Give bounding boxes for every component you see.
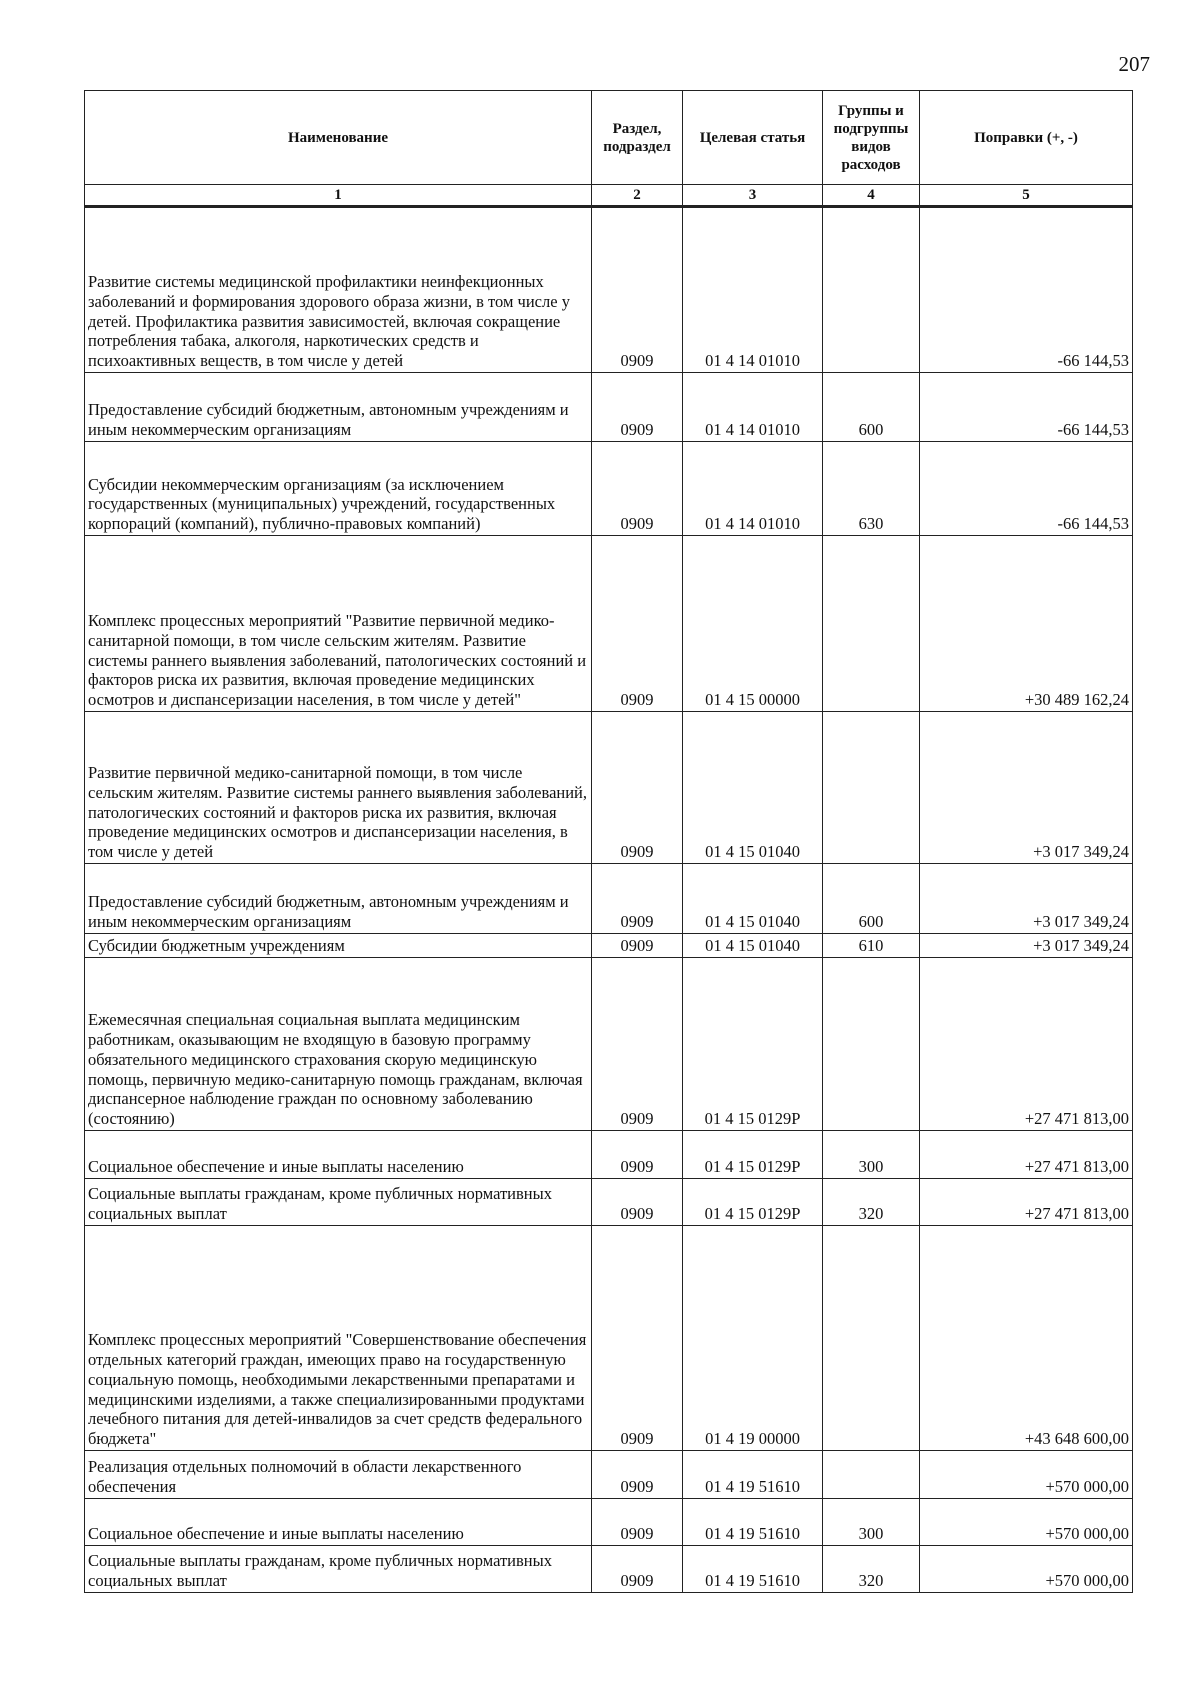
table-row bbox=[85, 1131, 1133, 1179]
row-amount: +570 000,00 bbox=[920, 1546, 1133, 1593]
row-section: 0909 bbox=[592, 712, 683, 864]
column-number: 2 bbox=[592, 185, 683, 207]
row-name: Социальные выплаты гражданам, кроме публичных нормативных социальных выплат bbox=[85, 1179, 592, 1226]
page-number: 207 bbox=[1118, 52, 1150, 76]
column-number: 3 bbox=[683, 185, 823, 207]
table-row bbox=[85, 1499, 1133, 1546]
row-group: 610 bbox=[823, 934, 920, 958]
header-groups: Группы и подгруппы видов расходов bbox=[823, 91, 920, 185]
row-target: 01 4 15 01040 bbox=[683, 934, 823, 958]
row-target: 01 4 15 01040 bbox=[683, 864, 823, 934]
row-name: Социальное обеспечение и иные выплаты населению bbox=[85, 1131, 592, 1179]
row-target: 01 4 19 51610 bbox=[683, 1499, 823, 1546]
header-name: Наименование bbox=[85, 91, 592, 185]
row-amount: +27 471 813,00 bbox=[920, 1131, 1133, 1179]
row-section: 0909 bbox=[592, 442, 683, 536]
row-section: 0909 bbox=[592, 1226, 683, 1451]
header-section: Раздел, подраздел bbox=[592, 91, 683, 185]
row-amount: +27 471 813,00 bbox=[920, 958, 1133, 1131]
row-amount: +3 017 349,24 bbox=[920, 712, 1133, 864]
row-amount: -66 144,53 bbox=[920, 207, 1133, 373]
table-row bbox=[85, 207, 1133, 373]
table-row bbox=[85, 1546, 1133, 1593]
row-name: Комплекс процессных мероприятий "Развитие первичной медико-санитарной помощи, в том числе сельским жителям. Развитие системы раннего выявления заболеваний, патологических состояний и факторов риска их развития, включая проведение медицинских осмотров и диспансеризации населения, в том числе у детей" bbox=[85, 536, 592, 712]
row-target: 01 4 15 01040 bbox=[683, 712, 823, 864]
row-group bbox=[823, 1451, 920, 1499]
row-section: 0909 bbox=[592, 1179, 683, 1226]
row-group bbox=[823, 536, 920, 712]
row-name: Субсидии некоммерческим организациям (за исключением государственных (муниципальных) учреждений, государственных корпораций (компаний), публично-правовых компаний) bbox=[85, 442, 592, 536]
row-section: 0909 bbox=[592, 934, 683, 958]
row-group bbox=[823, 958, 920, 1131]
row-target: 01 4 19 00000 bbox=[683, 1226, 823, 1451]
row-group bbox=[823, 712, 920, 864]
row-name: Предоставление субсидий бюджетным, автономным учреждениям и иным некоммерческим организациям bbox=[85, 864, 592, 934]
row-amount: -66 144,53 bbox=[920, 373, 1133, 442]
table-row bbox=[85, 712, 1133, 864]
row-group bbox=[823, 207, 920, 373]
row-section: 0909 bbox=[592, 958, 683, 1131]
table-row bbox=[85, 442, 1133, 536]
row-target: 01 4 19 51610 bbox=[683, 1451, 823, 1499]
table-row bbox=[85, 1451, 1133, 1499]
row-name: Субсидии бюджетным учреждениям bbox=[85, 934, 592, 958]
row-name: Социальное обеспечение и иные выплаты населению bbox=[85, 1499, 592, 1546]
row-name: Ежемесячная специальная социальная выплата медицинским работникам, оказывающим не входящую в базовую программу обязательного медицинского страхования скорую медицинскую помощь, первичную медико-санитарную помощь гражданам, включая диспансерное наблюдение граждан по основному заболеванию (состоянию) bbox=[85, 958, 592, 1131]
table-row bbox=[85, 934, 1133, 958]
table-row bbox=[85, 1179, 1133, 1226]
row-target: 01 4 15 0129P bbox=[683, 958, 823, 1131]
row-target: 01 4 15 00000 bbox=[683, 536, 823, 712]
table-row bbox=[85, 536, 1133, 712]
column-number-row bbox=[85, 185, 1133, 207]
row-name: Развитие первичной медико-санитарной помощи, в том числе сельским жителям. Развитие системы раннего выявления заболеваний, патологических состояний и факторов риска их развития, включая проведение медицинских осмотров и диспансеризации населения, в том числе у детей bbox=[85, 712, 592, 864]
column-number: 5 bbox=[920, 185, 1133, 207]
table-row bbox=[85, 958, 1133, 1131]
row-section: 0909 bbox=[592, 1546, 683, 1593]
row-group: 320 bbox=[823, 1546, 920, 1593]
row-amount: +3 017 349,24 bbox=[920, 934, 1133, 958]
row-group bbox=[823, 1226, 920, 1451]
row-amount: +30 489 162,24 bbox=[920, 536, 1133, 712]
row-group: 600 bbox=[823, 864, 920, 934]
table-header-row bbox=[85, 91, 1133, 185]
row-target: 01 4 19 51610 bbox=[683, 1546, 823, 1593]
row-section: 0909 bbox=[592, 536, 683, 712]
row-amount: +570 000,00 bbox=[920, 1499, 1133, 1546]
row-target: 01 4 15 0129P bbox=[683, 1131, 823, 1179]
row-name: Комплекс процессных мероприятий "Совершенствование обеспечения отдельных категорий граждан, имеющих право на государственную социальную помощь, необходимыми лекарственными препаратами и медицинскими изделиями, а также специализированными продуктами лечебного питания для детей-инвалидов за счет средств федерального бюджета" bbox=[85, 1226, 592, 1451]
row-amount: +570 000,00 bbox=[920, 1451, 1133, 1499]
row-amount: -66 144,53 bbox=[920, 442, 1133, 536]
column-number: 4 bbox=[823, 185, 920, 207]
row-name: Реализация отдельных полномочий в области лекарственного обеспечения bbox=[85, 1451, 592, 1499]
row-section: 0909 bbox=[592, 207, 683, 373]
row-name: Предоставление субсидий бюджетным, автономным учреждениям и иным некоммерческим организациям bbox=[85, 373, 592, 442]
row-name: Развитие системы медицинской профилактики неинфекционных заболеваний и формирования здорового образа жизни, в том числе у детей. Профилактика развития зависимостей, включая сокращение потребления табака, алкоголя, наркотических средств и психоактивных веществ, в том числе у детей bbox=[85, 207, 592, 373]
table-row bbox=[85, 373, 1133, 442]
row-group: 300 bbox=[823, 1131, 920, 1179]
header-target: Целевая статья bbox=[683, 91, 823, 185]
row-target: 01 4 14 01010 bbox=[683, 373, 823, 442]
row-target: 01 4 14 01010 bbox=[683, 207, 823, 373]
table-row bbox=[85, 864, 1133, 934]
table-row bbox=[85, 1226, 1133, 1451]
column-number: 1 bbox=[85, 185, 592, 207]
row-section: 0909 bbox=[592, 1451, 683, 1499]
row-group: 300 bbox=[823, 1499, 920, 1546]
row-group: 630 bbox=[823, 442, 920, 536]
row-group: 600 bbox=[823, 373, 920, 442]
budget-amendments-table bbox=[84, 90, 1133, 1593]
row-amount: +27 471 813,00 bbox=[920, 1179, 1133, 1226]
row-amount: +3 017 349,24 bbox=[920, 864, 1133, 934]
row-target: 01 4 15 0129P bbox=[683, 1179, 823, 1226]
row-section: 0909 bbox=[592, 1131, 683, 1179]
row-group: 320 bbox=[823, 1179, 920, 1226]
row-name: Социальные выплаты гражданам, кроме публичных нормативных социальных выплат bbox=[85, 1546, 592, 1593]
row-section: 0909 bbox=[592, 373, 683, 442]
row-section: 0909 bbox=[592, 864, 683, 934]
row-amount: +43 648 600,00 bbox=[920, 1226, 1133, 1451]
row-target: 01 4 14 01010 bbox=[683, 442, 823, 536]
header-amendments: Поправки (+, -) bbox=[920, 91, 1133, 185]
row-section: 0909 bbox=[592, 1499, 683, 1546]
